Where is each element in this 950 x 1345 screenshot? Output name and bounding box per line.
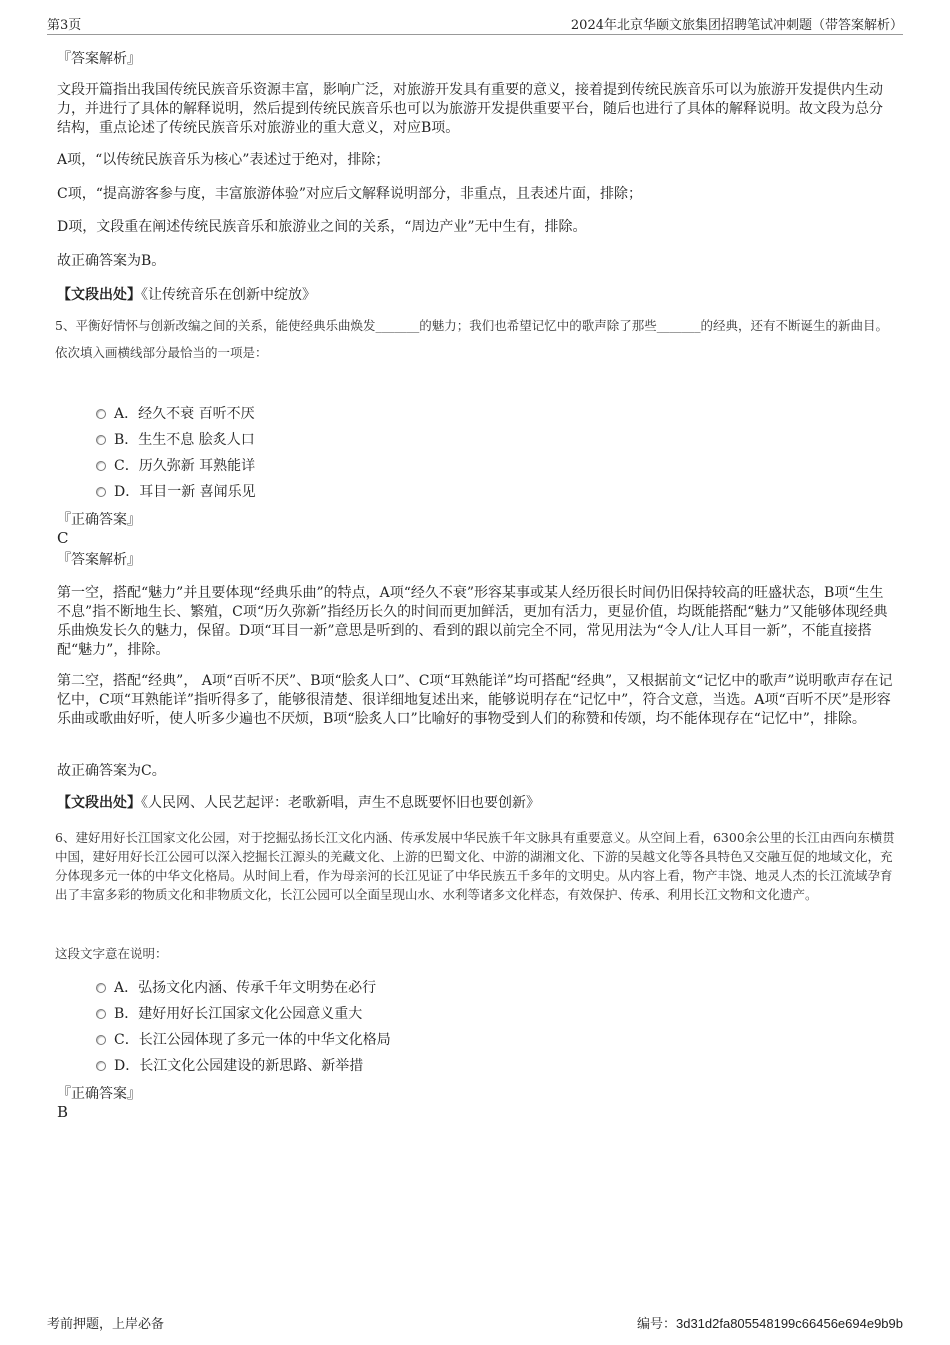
q5-correct-heading: 『正确答案』 bbox=[57, 512, 141, 528]
q5-analysis-p2: 第二空，搭配“经典”， A项“百听不厌”、B项“脍炙人口”、C项“耳熟能详”均可搭配“经典”，又根据前文“记忆中的歌声”说明歌声存在记忆中，C项“耳熟能详”指听得多了，能够很清楚、很详细地复述出来，能够说明存在“记忆中”，符合文意，当选。A项“百听不厌”是形容乐曲或歌曲好听，使人听多少遍也不厌烦，B项“脍炙人口”比喻好的事物受到人们的称赞和传颂，均不能体现存在“记忆中”，排除。 bbox=[57, 673, 893, 727]
q4-source bbox=[57, 286, 893, 305]
q5-option-d[interactable] bbox=[96, 482, 256, 502]
radio-icon[interactable] bbox=[96, 461, 106, 471]
option-text: 经久不衰 百听不厌 bbox=[138, 406, 255, 422]
q4-option-d-note: D项，文段重在阐述传统民族音乐和旅游业之间的关系，“周边产业”无中生有，排除。 bbox=[57, 219, 587, 235]
q5-source bbox=[57, 794, 893, 813]
option-text: 生生不息 脍炙人口 bbox=[138, 432, 255, 448]
option-letter: B． bbox=[114, 432, 139, 448]
q4-option-a-note: A项，“以传统民族音乐为核心”表述过于绝对，排除； bbox=[57, 152, 390, 168]
document-title: 2024年北京华颐文旅集团招聘笔试冲刺题（带答案解析） bbox=[570, 18, 903, 33]
q6-prompt: 这段文字意在说明： bbox=[55, 946, 168, 961]
radio-icon[interactable] bbox=[96, 1061, 106, 1071]
q5-analysis-heading: 『答案解析』 bbox=[57, 552, 141, 568]
source-label: 【文段出处】 bbox=[57, 287, 141, 303]
q5-analysis-p1: 第一空，搭配“魅力”并且要体现“经典乐曲”的特点，A项“经久不衰”形容某事或某人经历很长时间仍旧保持较高的旺盛状态，B项“生生不息”指不断地生长、繁殖，C项“历久弥新”指经历长久的时间而更加鲜活，更加有活力，更显价值，均既能搭配“魅力”又能够体现经典乐曲焕发长久的魅力，保留。D项“耳目一新”意思是听到的、看到的跟以前完全不同，常见用法为“令人/让人耳目一新”，不能直接搭配“魅力”，排除。 bbox=[57, 585, 888, 658]
option-letter: C． bbox=[114, 1032, 139, 1048]
radio-icon[interactable] bbox=[96, 983, 106, 993]
q6-correct-heading: 『正确答案』 bbox=[57, 1086, 141, 1102]
paragraph: 文段开篇指出我国传统民族音乐资源丰富，影响广泛，对旅游开发具有重要的意义，接着提到传统民族音乐可以为旅游开发提供内生动力，并进行了具体的解释说明，然后提到传统民族音乐也可以为旅游开发提供重要平台，随后也进行了具体的解释说明。故文段为总分结构，重点论述了传统民族音乐对旅游业的重大意义，对应B项。 bbox=[57, 82, 883, 136]
option-text: 历久弥新 耳熟能详 bbox=[138, 458, 256, 474]
code-value: 3d31d2fa805548199c66456e694e9b9b bbox=[675, 1316, 903, 1331]
q4-analysis-para bbox=[57, 81, 893, 138]
q6-option-c[interactable] bbox=[96, 1030, 391, 1050]
q4-option-c-note: C项，“提高游客参与度，丰富旅游体验”对应后文解释说明部分，非重点，且表述片面，排除； bbox=[57, 186, 643, 202]
q6-stem: 6、建好用好长江国家文化公园，对于挖掘弘扬长江文化内涵、传承发展中华民族千年文脉具有重要意义。从空间上看，6300余公里的长江由西向东横贯中国，建好用好长江公园可以深入挖掘长江源头的羌藏文化、上游的巴蜀文化、中游的湖湘文化、下游的吴越文化等各具特色又交融互促的地域文化，充分体现多元一体的中华文化格局。从时间上看，作为母亲河的长江见证了中华民族五千多年的文明史。从内容上看，物产丰饶、地灵人杰的长江流域孕育出了丰富多彩的物质文化和非物质文化，长江公园可以全面呈现山水、水利等诸多文化样态，有效保护、传承、利用长江文物和文化遗产。 bbox=[55, 830, 895, 902]
q6-option-d[interactable] bbox=[96, 1056, 363, 1076]
code-label: 编号： bbox=[636, 1317, 676, 1332]
footer-code bbox=[637, 1313, 903, 1332]
option-letter: A． bbox=[114, 980, 139, 996]
source-label: 【文段出处】 bbox=[57, 795, 141, 811]
q5-option-b[interactable] bbox=[96, 430, 255, 450]
page-number: 第3页 bbox=[47, 18, 82, 33]
q6-option-b[interactable] bbox=[96, 1004, 362, 1024]
footer-slogan: 考前押题，上岸必备 bbox=[47, 1317, 165, 1332]
q6-correct-answer: B bbox=[57, 1103, 69, 1121]
radio-icon[interactable] bbox=[96, 487, 106, 497]
option-text: 耳目一新 喜闻乐见 bbox=[139, 484, 256, 500]
option-letter: C． bbox=[114, 458, 139, 474]
option-letter: B． bbox=[114, 1006, 139, 1022]
q5-prompt: 依次填入画横线部分最恰当的一项是： bbox=[55, 345, 268, 360]
option-text: 长江公园体现了多元一体的中华文化格局 bbox=[138, 1032, 391, 1048]
option-letter: D． bbox=[114, 1058, 140, 1074]
source-title: 《人民网、人民艺起评：老歌新唱，声生不息既要怀旧也要创新》 bbox=[141, 795, 540, 811]
option-text: 弘扬文化内涵、传承千年文明势在必行 bbox=[138, 980, 377, 996]
radio-icon[interactable] bbox=[96, 435, 106, 445]
q4-analysis-heading: 『答案解析』 bbox=[57, 51, 141, 67]
q5-correct-answer: C bbox=[57, 529, 69, 547]
radio-icon[interactable] bbox=[96, 1009, 106, 1019]
q5-conclusion: 故正确答案为C。 bbox=[57, 763, 166, 779]
radio-icon[interactable] bbox=[96, 1035, 106, 1045]
radio-icon[interactable] bbox=[96, 409, 106, 419]
q6-option-a[interactable] bbox=[96, 978, 376, 998]
q5-option-c[interactable] bbox=[96, 456, 255, 476]
source-title: 《让传统音乐在创新中绽放》 bbox=[141, 287, 316, 303]
option-letter: A． bbox=[114, 406, 139, 422]
q5-stem: 5、平衡好情怀与创新改编之间的关系，能使经典乐曲焕发_______的魅力；我们也希望记忆中的歌声除了那些_______的经典，还有不断诞生的新曲目。 bbox=[55, 318, 888, 333]
option-letter: D． bbox=[114, 484, 140, 500]
option-text: 建好用好长江国家文化公园意义重大 bbox=[138, 1006, 363, 1022]
q4-conclusion: 故正确答案为B。 bbox=[57, 253, 166, 269]
q5-option-a[interactable] bbox=[96, 404, 255, 424]
option-text: 长江文化公园建设的新思路、新举措 bbox=[139, 1058, 364, 1074]
page-header bbox=[47, 14, 903, 35]
